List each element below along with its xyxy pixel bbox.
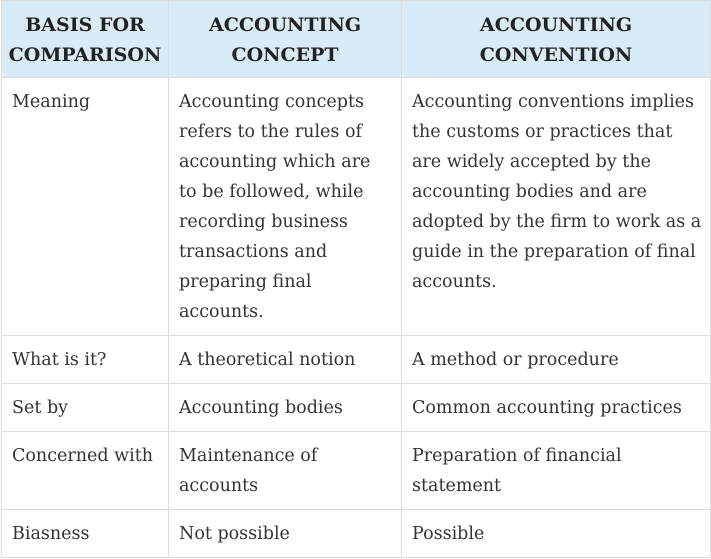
cell-concept: Not possible (169, 510, 402, 558)
header-convention-line1: ACCOUNTING (479, 14, 633, 36)
cell-basis: Concerned with (2, 432, 169, 510)
cell-concept: Maintenance of accounts (169, 432, 402, 510)
cell-concept: A theoretical notion (169, 336, 402, 384)
header-basis-line1: BASIS FOR (25, 14, 145, 36)
header-concept-line2: CONCEPT (231, 44, 339, 66)
header-accounting-concept (169, 1, 402, 78)
cell-concept: Accounting concepts refers to the rules of accounting which are to be followed, while recording business transactions and preparing final accounts. (169, 78, 402, 336)
cell-concept: Accounting bodies (169, 384, 402, 432)
table-row (2, 336, 711, 384)
cell-convention: Possible (402, 510, 711, 558)
table-row (2, 432, 711, 510)
table-row (2, 78, 711, 336)
cell-basis: Biasness (2, 510, 169, 558)
cell-convention: Common accounting practices (402, 384, 711, 432)
table-row (2, 384, 711, 432)
comparison-table (1, 0, 711, 558)
cell-convention: A method or procedure (402, 336, 711, 384)
cell-convention: Accounting conventions implies the customs or practices that are widely accepted by the accounting bodies and are adopted by the firm to work as a guide in the preparation of final accounts. (402, 78, 711, 336)
header-convention-line2: CONVENTION (479, 44, 633, 66)
header-row (2, 1, 711, 78)
header-concept-line1: ACCOUNTING (208, 14, 362, 36)
header-basis-for-comparison (2, 1, 169, 78)
header-basis-line2: COMPARISON (8, 44, 162, 66)
cell-convention: Preparation of financial statement (402, 432, 711, 510)
cell-basis: What is it? (2, 336, 169, 384)
table-body (2, 78, 711, 558)
table-header (2, 1, 711, 78)
table-row (2, 510, 711, 558)
header-accounting-convention (402, 1, 711, 78)
cell-basis: Meaning (2, 78, 169, 336)
cell-basis: Set by (2, 384, 169, 432)
